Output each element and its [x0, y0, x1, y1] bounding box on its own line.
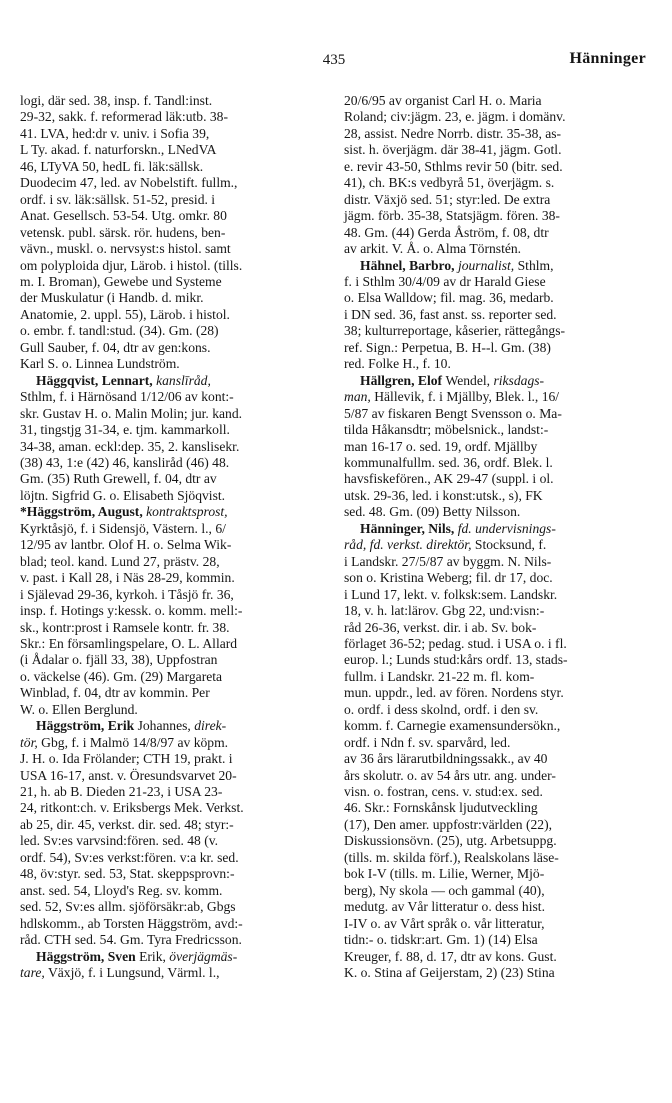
- entry-text: anst. sed. 54, Lloyd's Reg. sv. komm.: [20, 882, 223, 898]
- entry-headword: Hähnel, Barbro,: [360, 257, 458, 273]
- text-line: [20, 817, 328, 833]
- text-line: [344, 241, 652, 257]
- entry-text: o. väckelse (46). Gm. (29) Margareta: [20, 668, 223, 684]
- text-line: [20, 685, 328, 701]
- right-column: [344, 93, 652, 981]
- text-line: [20, 373, 328, 389]
- text-line: [344, 406, 652, 422]
- text-line: [344, 949, 652, 965]
- text-line: [20, 109, 328, 125]
- entry-text: Sthlm,: [514, 257, 554, 273]
- text-line: [20, 159, 328, 175]
- text-line: [344, 455, 652, 471]
- text-line: [344, 669, 652, 685]
- entry-text: ordf. i sv. läk:sällsk. 51-52, presid. i: [20, 191, 216, 207]
- text-line: [344, 290, 652, 306]
- entry-title: överjägmäs-: [169, 948, 238, 964]
- text-line: [344, 850, 652, 866]
- entry-text: 21, h. ab B. Dieden 21-23, i USA 23-: [20, 784, 223, 800]
- text-line: [344, 833, 652, 849]
- text-line: [344, 899, 652, 915]
- entry-text: son o. Kristina Weberg; fil. dr 17, doc.: [344, 570, 553, 586]
- entry-text: i Landskr. 27/5/87 av byggm. N. Nils-: [344, 553, 552, 569]
- entry-text: m. I. Broman), Gewebe und Systeme: [20, 273, 222, 289]
- entry-text: Gbg, f. i Malmö 14/8/97 av köpm.: [37, 734, 229, 750]
- entry-text: kommunalfullm. sed. 36, ordf. Blek. l.: [344, 454, 553, 470]
- text-line: [344, 356, 652, 372]
- text-line: [20, 735, 328, 751]
- entry-text: Duodecim 47, led. av Nobelstift. fullm.,: [20, 175, 238, 191]
- entry-text: förlaget 36-52; pedag. stud. i USA o. i fl.: [344, 635, 567, 651]
- entry-text: ordf. 54), Sv:es verkst:fören. v:a kr. sed.: [20, 849, 239, 865]
- text-line: [20, 932, 328, 948]
- entry-text: 31, tingstjg 31-34, e. tjm. kammarkoll.: [20, 422, 230, 438]
- entry-text: 5/87 av fiskaren Bengt Svensson o. Ma-: [344, 405, 562, 421]
- text-line: [344, 521, 652, 537]
- text-line: [344, 323, 652, 339]
- running-head: Hänninger: [569, 50, 646, 67]
- entry-text: tidn:- o. tidskr:art. Gm. 1) (14) Elsa: [344, 932, 538, 948]
- entry-text: Skr.: En församlingspelare, O. L. Allard: [20, 635, 238, 651]
- entry-title: fd. undervisnings-: [457, 520, 556, 536]
- text-line: [20, 521, 328, 537]
- entry-headword: Häggqvist, Lennart,: [36, 372, 157, 388]
- text-line: [20, 225, 328, 241]
- text-line: [344, 702, 652, 718]
- text-line: [344, 192, 652, 208]
- text-line: [20, 406, 328, 422]
- text-line: [344, 718, 652, 734]
- entry-text: man 16-17 o. sed. 19, ordf. Mjällby: [344, 438, 538, 454]
- text-line: [344, 504, 652, 520]
- entry-text: Gm. (35) Ruth Grewell, f. 04, dtr av: [20, 471, 217, 487]
- entry-text: i Själevad 29-36, kyrkoh. i Tåsjö fr. 36,: [20, 586, 234, 602]
- entry-text: W. o. Ellen Berglund.: [20, 701, 138, 717]
- entry-text: logi, där sed. 38, insp. f. Tandl:inst.: [20, 93, 213, 108]
- text-line: [20, 142, 328, 158]
- text-line: [20, 850, 328, 866]
- entry-text: K. o. Stina af Geijerstam, 2) (23) Stina: [344, 965, 555, 981]
- page-number: 435: [322, 52, 346, 68]
- text-line: [20, 340, 328, 356]
- entry-text: ordf. i Ndn f. sv. sparvård, led.: [344, 734, 511, 750]
- text-line: [20, 455, 328, 471]
- entry-text: löjtn. Sigfrid G. o. Elisabeth Sjöqvist.: [20, 487, 226, 503]
- text-line: [344, 389, 652, 405]
- entry-text: Gull Sauber, f. 04, dtr av gen:kons.: [20, 339, 211, 355]
- entry-text: 41. LVA, hed:dr v. univ. i Sofia 39,: [20, 125, 210, 141]
- text-line: [344, 817, 652, 833]
- text-line: [20, 175, 328, 191]
- text-line: [20, 93, 328, 109]
- entry-title: kontraktsprost,: [146, 504, 228, 520]
- entry-text: havsfiskefören., AK 29-47 (suppl. i ol.: [344, 471, 554, 487]
- entry-text: f. i Sthlm 30/4/09 av dr Harald Giese: [344, 273, 546, 289]
- text-line: [20, 800, 328, 816]
- text-line: [344, 603, 652, 619]
- text-line: [20, 439, 328, 455]
- text-line: [344, 537, 652, 553]
- entry-text: 46. Skr.: Fornskånsk ljudutveckling: [344, 800, 538, 816]
- text-line: [344, 93, 652, 109]
- text-line: [344, 373, 652, 389]
- entry-text: ab 25, dir. 45, verkst. dir. sed. 48; styr:-: [20, 816, 234, 832]
- text-line: [20, 208, 328, 224]
- entry-text: o. Elsa Walldow; fil. mag. 36, medarb.: [344, 290, 554, 306]
- entry-text: Kyrktåsjö, f. i Sidensjö, Västern. l., 6/: [20, 520, 226, 536]
- text-line: [20, 389, 328, 405]
- entry-text: Diskussionsövn. (25), utg. Arbetsuppg.: [344, 833, 557, 849]
- entry-title: direk-: [194, 718, 227, 734]
- text-line: [20, 307, 328, 323]
- text-line: [344, 652, 652, 668]
- entry-title: tör,: [20, 734, 38, 750]
- entry-text: Anatomie, 2. uppl. 55), Lärob. i histol.: [20, 306, 230, 322]
- text-line: [20, 965, 328, 981]
- entry-text: 48. Gm. (44) Gerda Åström, f. 08, dtr: [344, 224, 549, 240]
- entry-text: Anat. Gesellsch. 53-54. Utg. omkr. 80: [20, 208, 227, 224]
- entry-text: Kreuger, f. 88, d. 17, dtr av kons. Gust.: [344, 948, 557, 964]
- entry-text: 38; kulturreportage, kåserier, rättegångs-: [344, 323, 566, 339]
- entry-text: skr. Gustav H. o. Malin Molin; jur. kand.: [20, 405, 243, 421]
- entry-text: 41), ch. BK:s vedbyrå 51, överjägm. s.: [344, 175, 555, 191]
- entry-text: jägm. förb. 35-38, Statsjägm. fören. 38-: [344, 208, 560, 224]
- entry-text: Winblad, f. 04, dtr av kommin. Per: [20, 685, 210, 701]
- entry-text: komm. f. Carnegie examensundersökn.,: [344, 718, 561, 734]
- entry-text: om polyploida djur, Lärob. i histol. (tills.: [20, 257, 243, 273]
- entry-text: USA 16-17, anst. v. Öresundsvarvet 20-: [20, 767, 237, 783]
- entry-text: Johannes,: [137, 718, 195, 734]
- entry-text: blad; teol. kand. Lund 27, prästv. 28,: [20, 553, 220, 569]
- text-line: [344, 620, 652, 636]
- text-line: [20, 274, 328, 290]
- text-line: [344, 883, 652, 899]
- entry-text: I-IV o. av Vårt språk o. vår litteratur,: [344, 915, 545, 931]
- text-line: [344, 932, 652, 948]
- text-line: [344, 685, 652, 701]
- text-line: [344, 916, 652, 932]
- entry-headword: *Häggström, August,: [20, 504, 147, 520]
- text-line: [20, 554, 328, 570]
- text-line: [344, 225, 652, 241]
- text-line: [344, 159, 652, 175]
- text-line: [344, 471, 652, 487]
- text-line: [344, 340, 652, 356]
- entry-text: Hällevik, f. i Mjällby, Blek. l., 16/: [370, 389, 560, 405]
- entry-title: man,: [344, 389, 371, 405]
- entry-text: 28, assist. Nedre Norrb. distr. 35-38, as-: [344, 125, 562, 141]
- entry-text: Sthlm, f. i Härnösand 1/12/06 av kont:-: [20, 389, 234, 405]
- text-line: [20, 570, 328, 586]
- entry-text: utsk. 29-36, led. i konst:utsk., s), FK: [344, 487, 543, 503]
- entry-text: 20/6/95 av organist Carl H. o. Maria: [344, 93, 542, 108]
- entry-title: riksdags-: [493, 372, 545, 388]
- entry-text: i Lund 17, lekt. v. folksk:sem. Landskr.: [344, 586, 558, 602]
- text-line: [20, 669, 328, 685]
- text-line: [20, 768, 328, 784]
- text-line: [20, 718, 328, 734]
- text-line: [20, 833, 328, 849]
- entry-headword: Häggström, Erik: [36, 718, 138, 734]
- text-line: [344, 735, 652, 751]
- entry-text: 29-32, sakk. f. reformerad läk:utb. 38-: [20, 109, 228, 125]
- entry-text: års skolutr. o. av 54 års utr. ang. under-: [344, 767, 556, 783]
- text-line: [20, 258, 328, 274]
- text-line: [20, 603, 328, 619]
- text-line: [344, 274, 652, 290]
- entry-text: 48, öv:styr. sed. 53, Stat. skeppsprovn:-: [20, 866, 235, 882]
- entry-text: 34-38, aman. eckl:dep. 35, 2. kanslisekr.: [20, 438, 240, 454]
- entry-text: Karl S. o. Linnea Lundström.: [20, 356, 180, 372]
- text-line: [344, 142, 652, 158]
- entry-text: medutg. av Vår litteratur o. dess hist.: [344, 899, 545, 915]
- entry-text: visn. o. fostran, cens. v. stud:ex. sed.: [344, 784, 543, 800]
- text-line: [344, 258, 652, 274]
- text-line: [20, 323, 328, 339]
- entry-text: L Ty. akad. f. naturforskn., LNedVA: [20, 142, 217, 158]
- left-column: [20, 93, 328, 981]
- text-line: [20, 537, 328, 553]
- entry-text: (17), Den amer. uppfostr:världen (22),: [344, 816, 552, 832]
- entry-text: bok I-V (tills. m. Lilie, Werner, Mjö-: [344, 866, 545, 882]
- text-line: [20, 636, 328, 652]
- text-line: [344, 175, 652, 191]
- entry-text: fullm. i Landskr. 21-22 m. fl. kom-: [344, 668, 535, 684]
- entry-text: 24, ritkont:ch. v. Eriksbergs Mek. Verkst.: [20, 800, 244, 816]
- text-line: [20, 587, 328, 603]
- entry-text: sed. 52, Sv:es allm. sjöförsäkr:ab, Gbgs: [20, 899, 236, 915]
- entry-text: tilda Håkansdtr; möbelsnick., landst:-: [344, 422, 549, 438]
- entry-headword: Häggström, Sven: [36, 948, 140, 964]
- text-line: [20, 488, 328, 504]
- entry-headword: Hällgren, Elof: [360, 372, 446, 388]
- text-line: [344, 488, 652, 504]
- entry-text: Erik,: [139, 948, 170, 964]
- text-line: [344, 751, 652, 767]
- text-line: [20, 916, 328, 932]
- entry-text: mun. uppdr., led. av fören. Nordens styr.: [344, 685, 564, 701]
- entry-text: europ. l.; Lunds stud:kårs ordf. 13, stads-: [344, 652, 568, 668]
- entry-text: i DN sed. 36, fast anst. ss. reporter sed.: [344, 306, 557, 322]
- entry-text: ref. Sign.: Perpetua, B. H--l. Gm. (38): [344, 339, 551, 355]
- entry-text: o. embr. f. tandl:stud. (34). Gm. (28): [20, 323, 219, 339]
- entry-text: sist. h. överjägm. där 38-41, jägm. Gotl.: [344, 142, 562, 158]
- text-line: [20, 126, 328, 142]
- text-line: [344, 422, 652, 438]
- entry-text: Wendel,: [445, 372, 494, 388]
- entry-text: Växjö, f. i Lungsund, Värml. l.,: [44, 965, 220, 981]
- text-line: [344, 439, 652, 455]
- text-line: [20, 784, 328, 800]
- text-line: [344, 109, 652, 125]
- entry-headword: Hänninger, Nils,: [360, 520, 458, 536]
- entry-text: av 36 års lärarutbildningssakk., av 40: [344, 751, 548, 767]
- text-line: [20, 241, 328, 257]
- text-line: [20, 471, 328, 487]
- text-line: [20, 751, 328, 767]
- entry-text: vetensk. publ. särsk. rör. hudens, ben-: [20, 224, 226, 240]
- entry-title: råd, fd. verkst. direktör,: [344, 537, 472, 553]
- entry-text: red. Folke H., f. 10.: [344, 356, 451, 372]
- entry-title: kanslīråd,: [156, 372, 211, 388]
- text-line: [344, 570, 652, 586]
- entry-text: sk., kontr:prost i Ramsele kontr. fr. 38.: [20, 619, 230, 635]
- text-line: [344, 307, 652, 323]
- entry-text: Stocksund, f.: [471, 537, 547, 553]
- entry-text: berg), Ny skola — och gammal (40),: [344, 882, 545, 898]
- entry-text: sed. 48. Gm. (09) Betty Nilsson.: [344, 504, 521, 520]
- text-line: [20, 422, 328, 438]
- entry-text: vävn., muskl. o. nervsyst:s histol. samt: [20, 241, 231, 257]
- entry-text: råd. CTH sed. 54. Gm. Tyra Fredricsson.: [20, 932, 242, 948]
- entry-text: e. revir 43-50, Sthlms revir 50 (bitr. sed.: [344, 158, 563, 174]
- entry-text: (38) 43, 1:e (42) 46, kansliråd (46) 48.: [20, 454, 230, 470]
- text-line: [20, 356, 328, 372]
- text-line: [344, 866, 652, 882]
- text-line: [20, 883, 328, 899]
- text-line: [20, 899, 328, 915]
- entry-text: J. H. o. Ida Frölander; CTH 19, prakt. i: [20, 751, 233, 767]
- entry-text: 18, v. h. lat:lärov. Gbg 22, und:visn:-: [344, 603, 545, 619]
- text-line: [344, 636, 652, 652]
- entry-text: Roland; civ:jägm. 23, e. jägm. i domänv.: [344, 109, 566, 125]
- text-line: [20, 192, 328, 208]
- entry-title: journalist,: [457, 257, 515, 273]
- text-line: [20, 290, 328, 306]
- entry-text: distr. Växjö sed. 51; styr:led. De extra: [344, 191, 551, 207]
- text-line: [20, 866, 328, 882]
- text-line: [344, 768, 652, 784]
- text-line: [20, 652, 328, 668]
- entry-title: tare,: [20, 965, 45, 981]
- entry-text: (tills. m. skilda förf.), Realskolans läse-: [344, 849, 559, 865]
- text-line: [20, 620, 328, 636]
- text-line: [344, 208, 652, 224]
- entry-text: led. Sv:es varvsind:fören. sed. 48 (v.: [20, 833, 219, 849]
- entry-text: 12/95 av lantbr. Olof H. o. Selma Wik-: [20, 537, 232, 553]
- entry-text: (i Ådalar o. fjäll 33, 38), Uppfostran: [20, 652, 218, 668]
- entry-text: insp. f. Hotings y:kessk. o. komm. mell:-: [20, 603, 243, 619]
- entry-text: hdlskomm., ab Torsten Häggström, avd:-: [20, 915, 243, 931]
- text-line: [20, 504, 328, 520]
- text-line: [344, 800, 652, 816]
- text-line: [20, 949, 328, 965]
- text-line: [344, 587, 652, 603]
- entry-text: 46, LTyVA 50, hedL fi. läk:sällsk.: [20, 158, 204, 174]
- entry-text: der Muskulatur (i Handb. d. mikr.: [20, 290, 204, 306]
- text-line: [344, 126, 652, 142]
- entry-text: råd 26-36, verkst. dir. i ab. Sv. bok-: [344, 619, 537, 635]
- text-line: [344, 965, 652, 981]
- entry-text: o. ordf. i dess skolnd, ordf. i den sv.: [344, 701, 539, 717]
- entry-text: v. past. i Kall 28, i Näs 28-29, kommin.: [20, 570, 235, 586]
- text-line: [344, 784, 652, 800]
- text-line: [344, 554, 652, 570]
- text-line: [20, 702, 328, 718]
- entry-text: av arkit. V. Å. o. Alma Törnstén.: [344, 241, 522, 257]
